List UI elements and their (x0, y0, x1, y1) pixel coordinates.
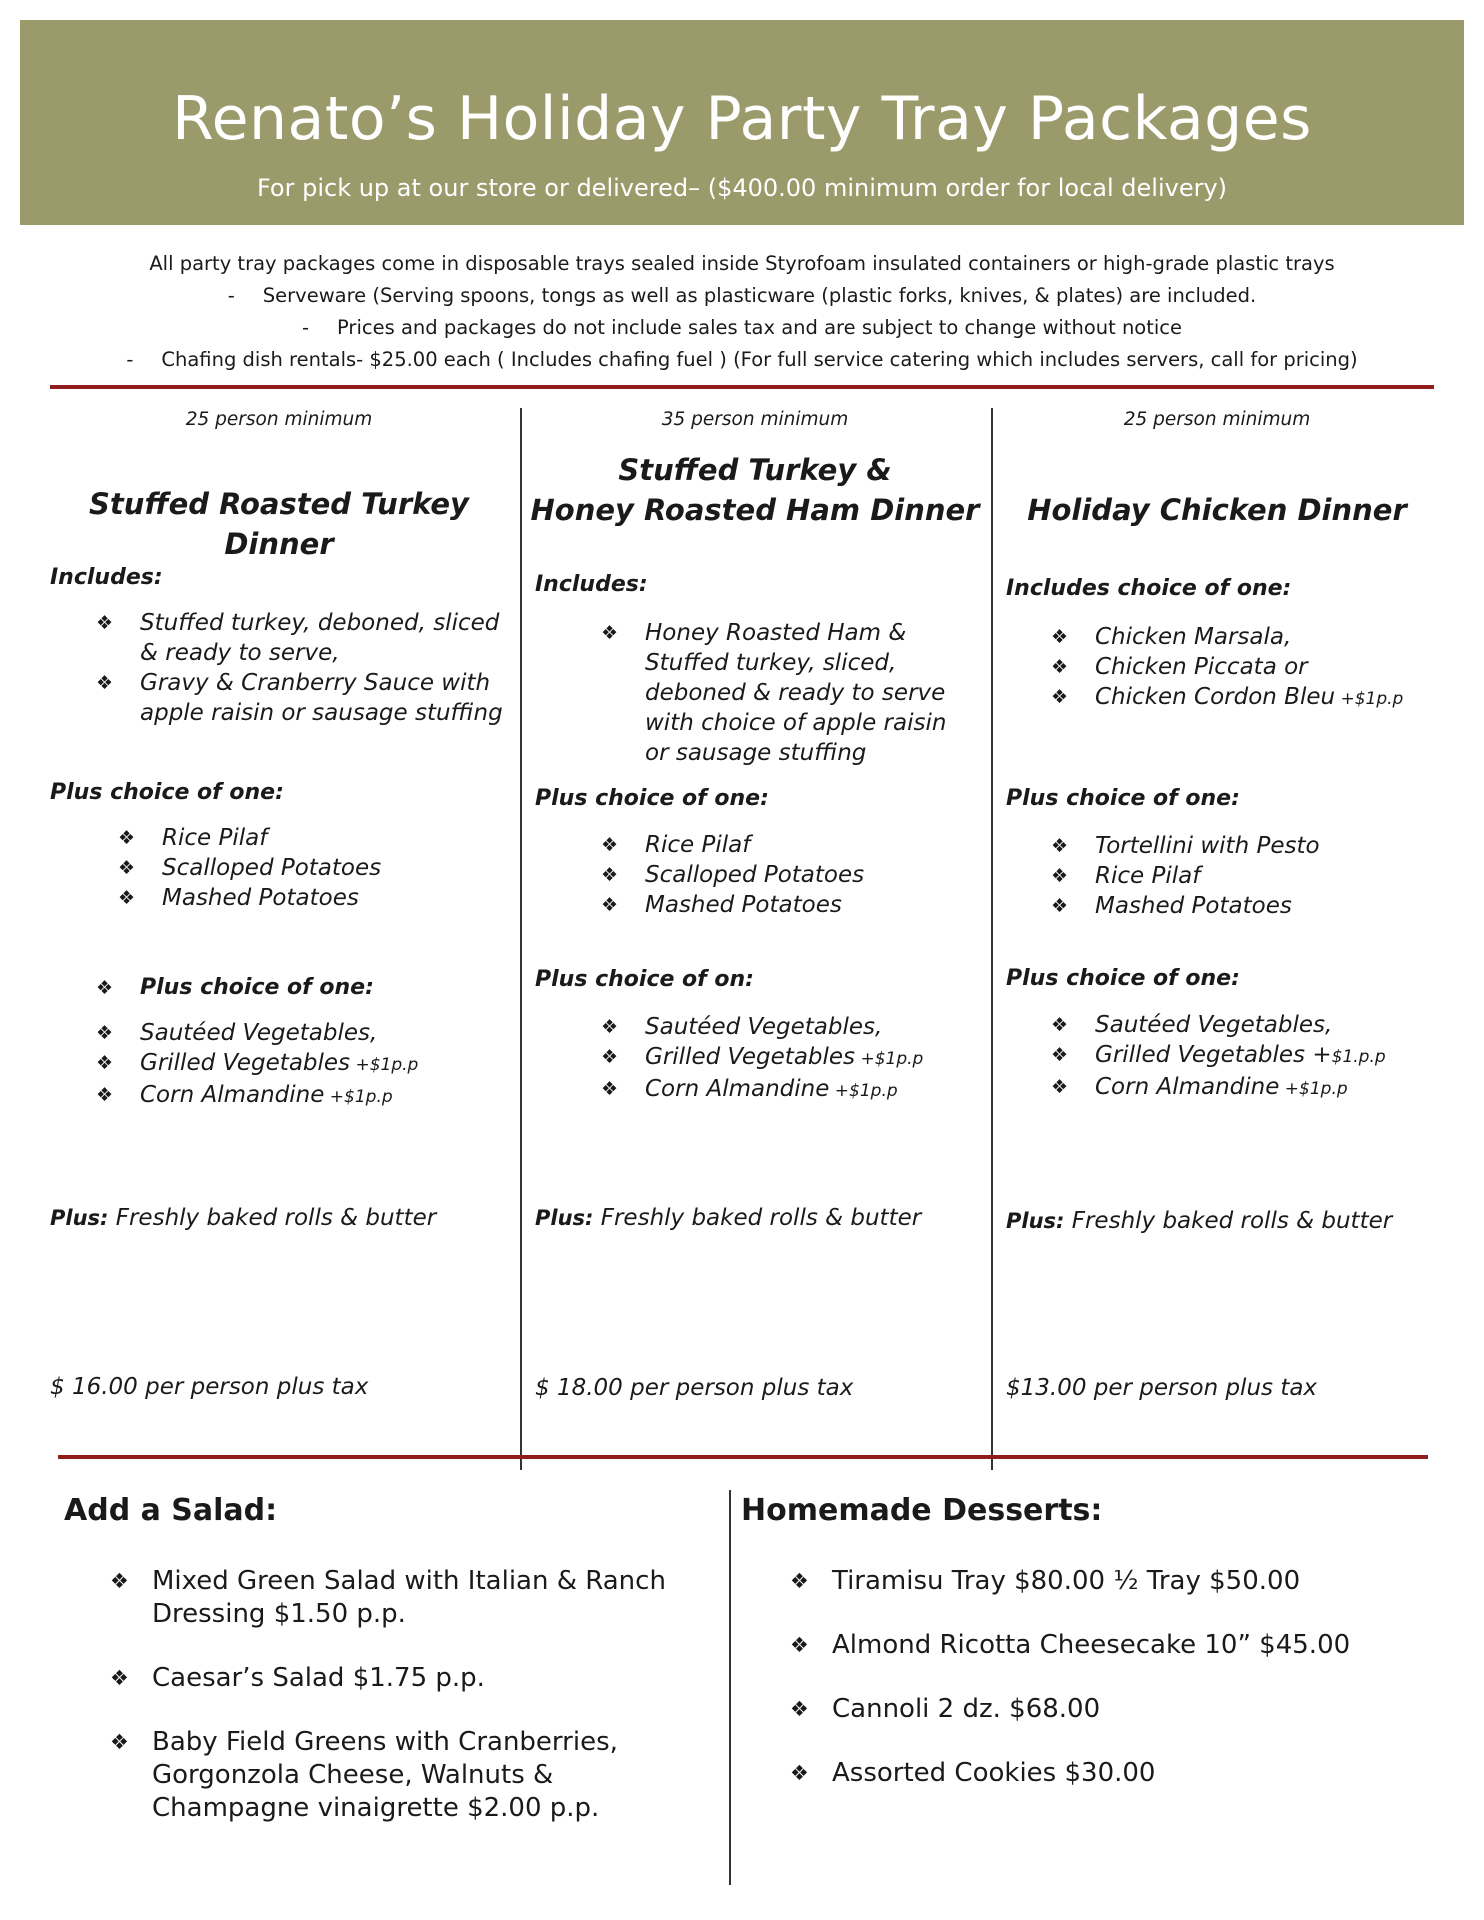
column-divider (520, 408, 522, 1470)
list-item (1051, 831, 1451, 861)
list-item (1051, 652, 1451, 682)
choice-label: Plus choice of on: (535, 967, 754, 992)
list-item (601, 1012, 971, 1042)
list-item (1051, 622, 1451, 652)
plus-label: Plus: (1006, 1209, 1065, 1233)
item-text: Caesar’s Salad $1.75 p.p. (152, 1663, 485, 1693)
item-text: Honey Roasted Ham & Stuffed turkey, sliced, deboned & ready to serve with choice of apple raisin or sausage stuffing (645, 620, 947, 766)
plus-text: Freshly baked rolls & butter (108, 1205, 437, 1231)
note-line (0, 280, 1484, 312)
bullet-icon: ❖ (790, 1633, 809, 1657)
bottom-divider (58, 1455, 1428, 1459)
list-item (110, 1662, 710, 1695)
item-text: Corn Almandine (1095, 1074, 1280, 1100)
bullet-icon: ❖ (1051, 626, 1069, 648)
surcharge: +$1p.p (855, 1049, 924, 1069)
item-text: Rice Pilaf (645, 832, 751, 858)
includes-list (96, 608, 510, 728)
list-item (601, 1074, 971, 1106)
desserts-list (790, 1565, 1450, 1790)
salads-heading: Add a Salad: (64, 1493, 278, 1528)
bullet-icon: ❖ (601, 1046, 619, 1068)
bullet-icon: ❖ (601, 622, 619, 644)
note-text: Prices and packages do not include sales tax and are subject to change without notice (337, 316, 1183, 339)
minimum-note: 25 person minimum (1123, 409, 1311, 430)
price: $ 18.00 per person plus tax (535, 1375, 854, 1401)
top-divider (50, 385, 1434, 389)
note-line (0, 312, 1484, 344)
list-item (110, 1565, 710, 1631)
item-text: Sautéed Vegetables, (645, 1014, 883, 1040)
bullet-icon: ❖ (601, 894, 619, 916)
bullet-icon: ❖ (601, 1016, 619, 1038)
list-item (790, 1693, 1450, 1726)
plus-label: Plus: (535, 1206, 594, 1230)
section-divider (729, 1490, 731, 1885)
list-item (1051, 891, 1451, 921)
includes-list (601, 618, 971, 768)
list-item (601, 618, 971, 768)
bullet-icon: ❖ (790, 1569, 809, 1593)
list-item (1051, 1072, 1451, 1104)
column-divider (991, 408, 993, 1470)
item-text: Chicken Piccata or (1095, 654, 1308, 680)
header-banner (20, 20, 1464, 225)
page-title: Renato’s Holiday Party Tray Packages (172, 84, 1312, 154)
list-item (1051, 861, 1451, 891)
package-title-line: Honey Roasted Ham Dinner (530, 493, 980, 527)
item-text: Chicken Marsala, (1095, 624, 1292, 650)
plus-text: Freshly baked rolls & butter (1064, 1208, 1393, 1234)
bullet-icon: ❖ (96, 1052, 114, 1074)
list-item (601, 860, 971, 890)
minimum-note: 25 person minimum (185, 409, 373, 430)
dash: - (126, 348, 134, 371)
list-item (96, 1080, 510, 1112)
desserts-heading: Homemade Desserts: (741, 1493, 1103, 1528)
choice-list (118, 823, 508, 913)
item-text: Tortellini with Pesto (1095, 833, 1320, 859)
list-item (790, 1565, 1450, 1598)
includes-label: Includes choice of one: (1006, 576, 1292, 601)
package-title (530, 450, 980, 530)
surcharge: +$1p.p (829, 1081, 898, 1101)
item-text: Assorted Cookies $30.00 (832, 1758, 1156, 1788)
plus-line (1006, 1206, 1392, 1236)
bullet-icon: ❖ (110, 1730, 129, 1754)
bullet-icon: ❖ (1051, 895, 1069, 917)
bullet-icon: ❖ (790, 1697, 809, 1721)
list-item (118, 853, 508, 883)
list-item (790, 1757, 1450, 1790)
price: $13.00 per person plus tax (1006, 1375, 1318, 1401)
surcharge: +$1p.p (324, 1087, 393, 1107)
choice-label (96, 973, 374, 1003)
choice-list (601, 830, 971, 920)
note-text: All party tray packages come in disposable trays sealed inside Styrofoam insulated containers or high-grade plastic trays (149, 252, 1335, 275)
bullet-icon: ❖ (96, 1084, 114, 1106)
bullet-icon: ❖ (1051, 1014, 1069, 1036)
list-item (118, 883, 508, 913)
list-item (96, 1048, 510, 1080)
surcharge: +$1p.p (1335, 689, 1404, 709)
price: $ 16.00 per person plus tax (50, 1374, 369, 1400)
list-item (601, 1042, 971, 1074)
includes-label: Includes: (535, 572, 648, 597)
item-text: Corn Almandine (140, 1082, 325, 1108)
item-text: Cannoli 2 dz. $68.00 (832, 1694, 1101, 1724)
list-item (96, 1018, 510, 1048)
note-line (0, 344, 1484, 376)
list-item (1051, 1040, 1451, 1072)
choice-label: Plus choice of one: (1006, 786, 1240, 811)
list-item (96, 608, 510, 668)
list-item (601, 830, 971, 860)
bullet-icon: ❖ (96, 672, 114, 694)
bullet-icon: ❖ (1051, 835, 1069, 857)
item-text: Scalloped Potatoes (162, 855, 382, 881)
bullet-icon: ❖ (118, 887, 136, 909)
choice-label: Plus choice of one: (50, 780, 284, 805)
package-title-line: Stuffed Turkey & (618, 453, 892, 487)
list-item (790, 1629, 1450, 1662)
plus-text: Freshly baked rolls & butter (593, 1205, 922, 1231)
item-text: Sautéed Vegetables, (1095, 1012, 1333, 1038)
item-text: Stuffed turkey, deboned, sliced & ready to serve, (140, 610, 500, 666)
list-item (601, 890, 971, 920)
item-text: Tiramisu Tray $80.00 ½ Tray $50.00 (832, 1566, 1301, 1596)
bullet-icon: ❖ (118, 857, 136, 879)
item-text: Grilled Vegetables (140, 1050, 351, 1076)
note-text: Chafing dish rentals- $25.00 each ( Includes chafing fuel ) (For full service catering which includes servers, call for pricing) (161, 348, 1358, 371)
bullet-icon: ❖ (1051, 656, 1069, 678)
plus-line (535, 1203, 921, 1233)
bullet-icon: ❖ (1051, 686, 1069, 708)
item-text: Mashed Potatoes (162, 885, 359, 911)
item-text: Grilled Vegetables (645, 1044, 856, 1070)
item-text: Corn Almandine (645, 1076, 830, 1102)
choice-label-text: Plus choice of one: (140, 975, 374, 1000)
includes-label: Includes: (50, 565, 163, 590)
bullet-icon: ❖ (96, 977, 114, 999)
bullet-icon: ❖ (601, 864, 619, 886)
bullet-icon: ❖ (790, 1761, 809, 1785)
item-text: Baby Field Greens with Cranberries, Gorgonzola Cheese, Walnuts & Champagne vinaigrette $2.00 p.p. (152, 1727, 618, 1823)
choice-list (1051, 1010, 1451, 1104)
item-text: Sautéed Vegetables, (140, 1020, 378, 1046)
item-text: Rice Pilaf (162, 825, 268, 851)
salads-list (110, 1565, 710, 1825)
includes-list (1051, 622, 1451, 714)
package-title: Holiday Chicken Dinner (1027, 493, 1407, 527)
item-text: Mashed Potatoes (1095, 893, 1292, 919)
plus-line (50, 1203, 436, 1233)
choice-list (601, 1012, 971, 1106)
bullet-icon: ❖ (118, 827, 136, 849)
plus-label: Plus: (50, 1206, 109, 1230)
item-text: Gravy & Cranberry Sauce with apple raisin or sausage stuffing (140, 670, 503, 726)
item-text: Almond Ricotta Cheesecake 10” $45.00 (832, 1630, 1351, 1660)
bullet-icon: ❖ (1051, 1076, 1069, 1098)
choice-label: Plus choice of one: (535, 786, 769, 811)
surcharge: +$1p.p (350, 1055, 419, 1075)
bullet-icon: ❖ (110, 1569, 129, 1593)
dash: - (301, 316, 310, 339)
note-line (0, 248, 1484, 280)
bullet-icon: ❖ (96, 612, 114, 634)
choice-list (96, 1018, 510, 1112)
dash: - (227, 284, 235, 307)
surcharge: $1.p.p (1331, 1047, 1386, 1067)
page-subtitle: For pick up at our store or delivered– ($400.00 minimum order for local delivery) (256, 174, 1228, 202)
bullet-icon: ❖ (1051, 865, 1069, 887)
list-item (1051, 682, 1451, 714)
surcharge: +$1p.p (1279, 1079, 1348, 1099)
notes-block (0, 248, 1484, 376)
item-text: Mashed Potatoes (645, 892, 842, 918)
bullet-icon: ❖ (601, 834, 619, 856)
item-text: Scalloped Potatoes (645, 862, 865, 888)
bullet-icon: ❖ (110, 1666, 129, 1690)
list-item (118, 823, 508, 853)
list-item (110, 1726, 710, 1825)
item-text: Chicken Cordon Bleu (1095, 684, 1336, 710)
item-text: Rice Pilaf (1095, 863, 1201, 889)
choice-list (1051, 831, 1451, 921)
choice-label: Plus choice of one: (1006, 966, 1240, 991)
item-text: Grilled Vegetables + (1095, 1042, 1332, 1068)
note-text: Serveware (Serving spoons, tongs as well as plasticware (plastic forks, knives, & plates) are included. (262, 284, 1257, 307)
package-title: Stuffed Roasted Turkey Dinner (89, 487, 469, 561)
item-text: Mixed Green Salad with Italian & Ranch Dressing $1.50 p.p. (152, 1566, 666, 1629)
list-item (1051, 1010, 1451, 1040)
minimum-note: 35 person minimum (661, 409, 849, 430)
bullet-icon: ❖ (96, 1022, 114, 1044)
bullet-icon: ❖ (1051, 1044, 1069, 1066)
list-item (96, 668, 510, 728)
bullet-icon: ❖ (601, 1078, 619, 1100)
